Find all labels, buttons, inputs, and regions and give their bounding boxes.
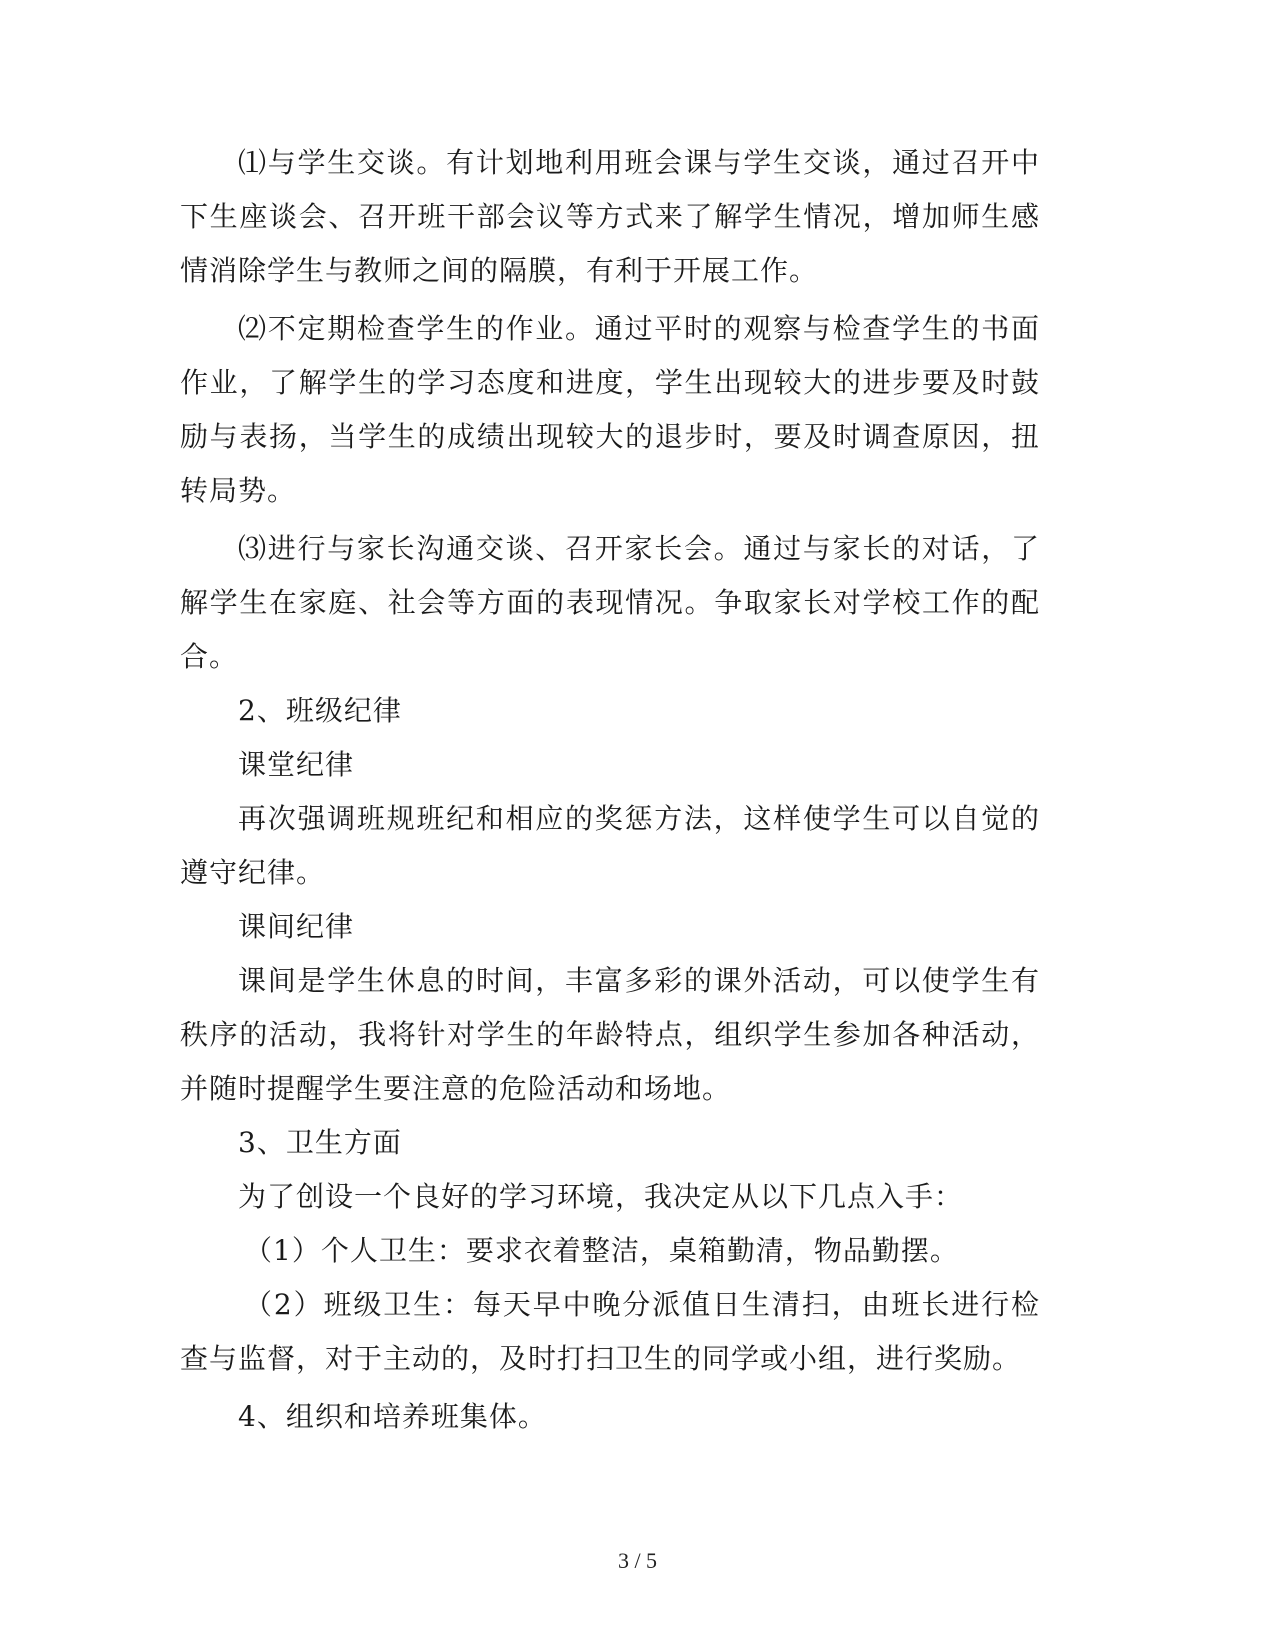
paragraph-classroom-rules: 再次强调班规班纪和相应的奖惩方法，这样使学生可以自觉的遵守纪律。 — [180, 802, 1040, 889]
document-body — [180, 136, 1040, 1444]
paragraph-parent-communication: ⑶进行与家长沟通交谈、召开家长会。通过与家长的对话，了解学生在家庭、社会等方面的表现情况。争取家长对学校工作的配合。 — [180, 532, 1040, 673]
paragraph-talk-with-students: ⑴与学生交谈。有计划地利用班会课与学生交谈，通过召开中下生座谈会、召开班干部会议等方式来了解学生情况，增加师生感情消除学生与教师之间的隔膜，有利于开展工作。 — [180, 146, 1040, 287]
paragraph-personal-hygiene: （1）个人卫生：要求衣着整洁，桌箱勤清，物品勤摆。 — [244, 1234, 959, 1267]
subheading-break-discipline: 课间纪律 — [238, 910, 355, 943]
paragraph-check-homework: ⑵不定期检查学生的作业。通过平时的观察与检查学生的书面作业，了解学生的学习态度和进度，学生出现较大的进步要及时鼓励与表扬，当学生的成绩出现较大的退步时，要及时调查原因，扭转局势。 — [180, 312, 1040, 507]
paragraph-break-activities: 课间是学生休息的时间，丰富多彩的课外活动，可以使学生有秩序的活动，我将针对学生的年龄特点，组织学生参加各种活动，并随时提醒学生要注意的危险活动和场地。 — [180, 964, 1040, 1105]
paragraph-class-hygiene: （2）班级卫生：每天早中晚分派值日生清扫，由班长进行检查与监督，对于主动的，及时打扫卫生的同学或小组，进行奖励。 — [180, 1288, 1040, 1375]
page-number: 3 / 5 — [617, 1548, 658, 1573]
paragraph-hygiene-intro: 为了创设一个良好的学习环境，我决定从以下几点入手： — [238, 1180, 964, 1213]
subheading-classroom-discipline: 课堂纪律 — [238, 748, 355, 781]
section-heading-hygiene: 3、卫生方面 — [238, 1126, 402, 1159]
section-heading-organize-class: 4、组织和培养班集体。 — [238, 1400, 547, 1433]
section-heading-class-discipline: 2、班级纪律 — [238, 694, 402, 727]
